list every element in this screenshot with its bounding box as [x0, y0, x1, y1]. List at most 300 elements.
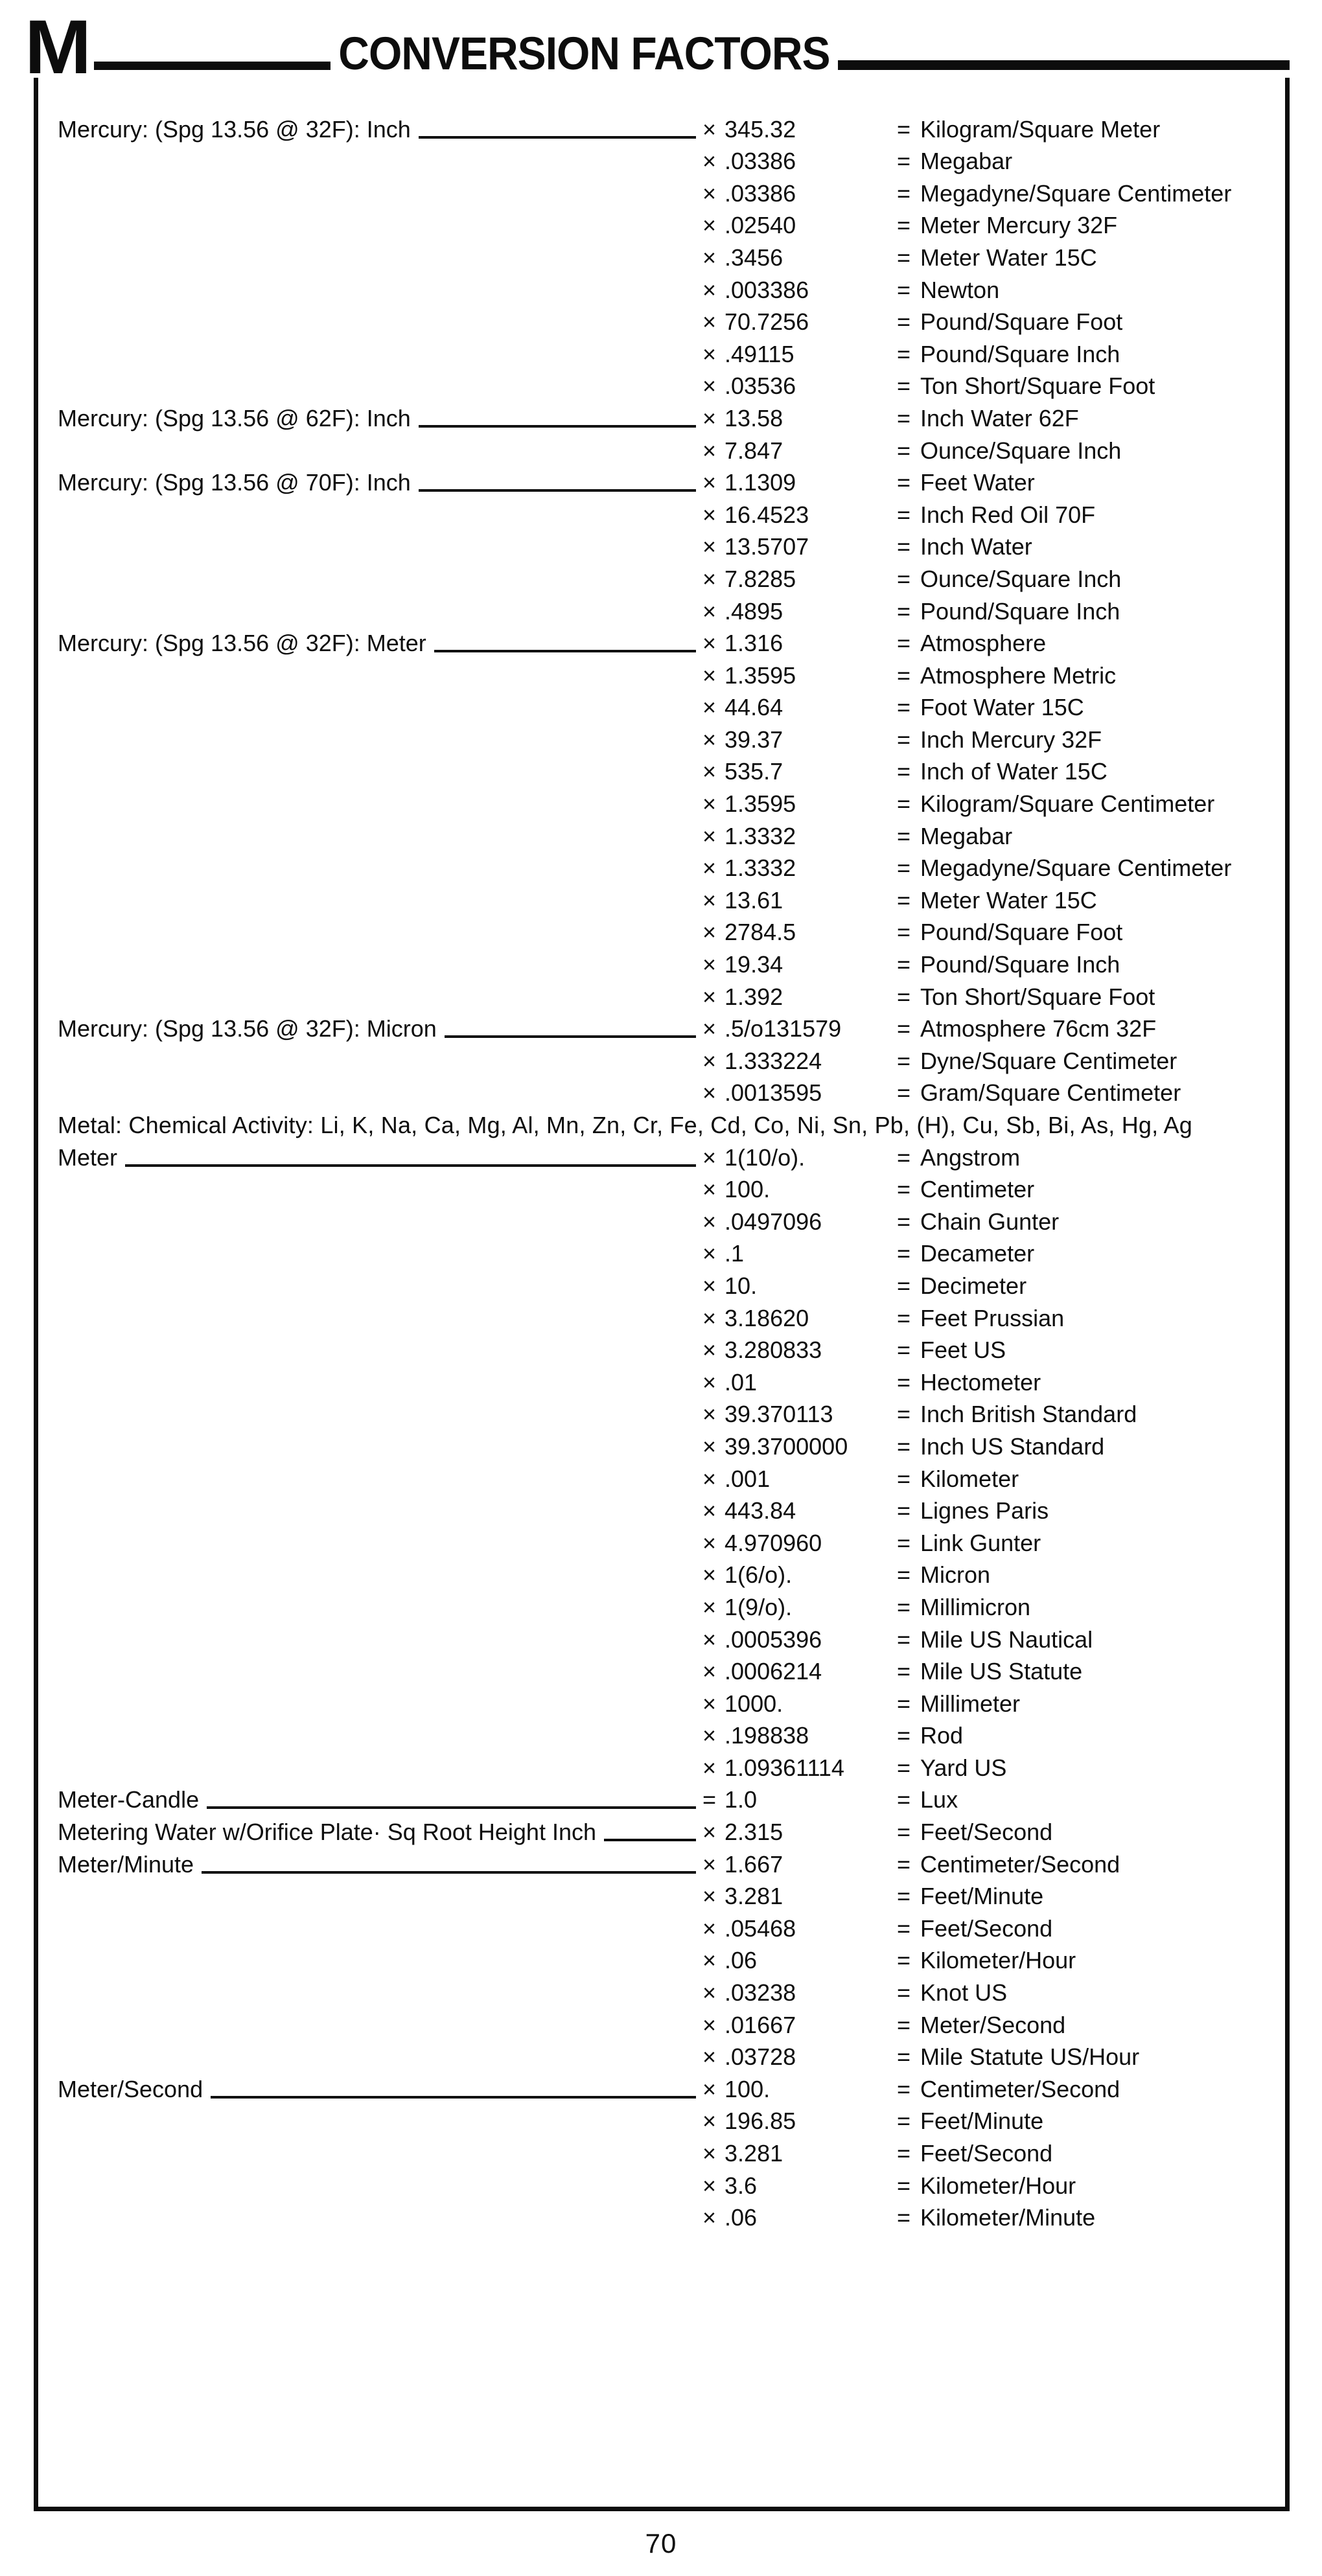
unit-name: Megadyne/Square Centimeter: [920, 179, 1232, 207]
unit-name: Link Gunter: [920, 1529, 1041, 1556]
equals-sign: =: [897, 1465, 911, 1492]
conversion-unit-cell: [897, 1946, 1275, 1975]
conversion-unit-cell: [897, 629, 1275, 658]
conversion-row: [58, 1397, 1275, 1429]
multiply-sign: ×: [702, 822, 717, 849]
multiply-sign: ×: [702, 1658, 717, 1685]
multiply-sign: ×: [702, 404, 717, 431]
multiply-sign: ×: [702, 1819, 717, 1846]
unit-name: Feet Prussian: [920, 1304, 1065, 1331]
conversion-factor-cell: [702, 661, 897, 690]
unit-name: Inch of Water 15C: [920, 758, 1107, 785]
multiply-sign: ×: [702, 694, 717, 721]
multiply-sign: ×: [702, 919, 717, 946]
unit-name: Pound/Square Foot: [920, 308, 1123, 336]
unit-name: Feet/Second: [920, 1819, 1053, 1846]
multiply-sign: ×: [702, 758, 717, 785]
conversion-unit-cell: [897, 115, 1275, 144]
conversion-factor-cell: [702, 693, 897, 722]
unit-name: Pound/Square Inch: [920, 951, 1120, 978]
unit-name: Micron: [920, 1561, 991, 1589]
conversion-row: [58, 658, 1275, 690]
unit-name: Millimicron: [920, 1593, 1031, 1620]
factor-value: 1.3595: [725, 790, 796, 818]
conversion-unit-cell: [897, 244, 1275, 272]
leader-line: [125, 1164, 696, 1167]
conversion-row: [58, 1686, 1275, 1718]
conversion-label: Meter/Second: [58, 2075, 203, 2102]
factor-value: 7.847: [725, 437, 783, 464]
multiply-sign: ×: [702, 2172, 717, 2199]
conversion-label-cell: [58, 1818, 702, 1846]
conversion-row: [58, 305, 1275, 337]
conversion-row: [58, 1268, 1275, 1300]
conversion-unit-cell: [897, 211, 1275, 240]
conversion-factor-cell: [702, 918, 897, 947]
factor-value: 19.34: [725, 951, 783, 978]
conversion-unit-cell: [897, 1336, 1275, 1364]
equals-sign: =: [897, 1690, 911, 1717]
conversion-row: [58, 915, 1275, 947]
conversion-unit-cell: [897, 1915, 1275, 1943]
unit-name: Inch Mercury 32F: [920, 726, 1102, 753]
multiply-sign: ×: [702, 1883, 717, 1910]
conversion-factor-cell: [702, 1304, 897, 1333]
conversion-row: [58, 1846, 1275, 1879]
factor-value: 1.333224: [725, 1047, 822, 1074]
unit-name: Megabar: [920, 822, 1013, 849]
factor-value: 1000.: [725, 1690, 783, 1717]
conversion-factor-cell: [702, 822, 897, 851]
conversion-label-cell: [58, 1850, 702, 1879]
conversion-unit-cell: [897, 1497, 1275, 1525]
conversion-factor-cell: [702, 2139, 897, 2168]
conversion-row: [58, 722, 1275, 754]
equals-sign: =: [897, 1272, 911, 1299]
unit-name: Newton: [920, 276, 1000, 303]
conversion-row: [58, 1172, 1275, 1204]
multiply-sign: ×: [702, 855, 717, 882]
unit-name: Centimeter/Second: [920, 1850, 1120, 1878]
page-title: CONVERSION FACTORS: [338, 27, 830, 80]
conversion-unit-cell: [897, 1690, 1275, 1718]
unit-name: Meter Water 15C: [920, 244, 1097, 271]
multiply-sign: ×: [702, 1208, 717, 1235]
equals-sign: =: [897, 1368, 911, 1396]
equals-sign: =: [897, 630, 911, 657]
unit-name: Decameter: [920, 1240, 1035, 1267]
conversion-factor-cell: [702, 597, 897, 626]
conversion-unit-cell: [897, 726, 1275, 754]
equals-sign: =: [897, 758, 911, 785]
conversion-row: [58, 2007, 1275, 2040]
multiply-sign: ×: [702, 1015, 717, 1042]
multiply-sign: ×: [702, 661, 717, 689]
factor-value: 196.85: [725, 2108, 796, 2135]
conversion-factor-cell: [702, 1079, 897, 1107]
equals-sign: =: [897, 533, 911, 560]
multiply-sign: ×: [702, 790, 717, 818]
factor-value: 1.316: [725, 630, 783, 657]
conversion-unit-cell: [897, 1657, 1275, 1686]
multiply-sign: ×: [702, 1047, 717, 1074]
unit-name: Pound/Square Foot: [920, 919, 1123, 946]
factor-value: 3.281: [725, 1883, 783, 1910]
conversion-row: [58, 561, 1275, 593]
equals-sign: =: [897, 1401, 911, 1428]
equals-sign: =: [897, 951, 911, 978]
equals-sign: =: [897, 1786, 911, 1813]
multiply-sign: ×: [702, 2204, 717, 2231]
conversion-row: [58, 1429, 1275, 1461]
conversion-unit-cell: [897, 2139, 1275, 2168]
conversion-unit-cell: [897, 790, 1275, 818]
multiply-sign: ×: [702, 1272, 717, 1299]
unit-name: Centimeter: [920, 1176, 1035, 1203]
multiply-sign: ×: [702, 2043, 717, 2071]
conversion-row: [58, 144, 1275, 176]
unit-name: Feet/Minute: [920, 2108, 1044, 2135]
conversion-label: Meter-Candle: [58, 1786, 200, 1813]
factor-value: .03536: [725, 373, 796, 400]
equals-sign: =: [897, 1240, 911, 1267]
equals-sign: =: [897, 1626, 911, 1653]
unit-name: Kilometer/Minute: [920, 2204, 1096, 2231]
conversion-label-cell: [58, 1786, 702, 1814]
equals-sign: =: [897, 2204, 911, 2231]
conversion-label-cell: [58, 115, 702, 144]
conversion-unit-cell: [897, 950, 1275, 979]
conversion-factor-cell: [702, 1336, 897, 1364]
unit-name: Atmosphere: [920, 630, 1047, 657]
factor-value: .198838: [725, 1722, 809, 1749]
factor-value: 100.: [725, 2075, 771, 2102]
conversion-unit-cell: [897, 1239, 1275, 1268]
conversion-row: [58, 433, 1275, 465]
equals-sign: =: [897, 148, 911, 175]
conversion-unit-cell: [897, 822, 1275, 851]
equals-sign: =: [897, 437, 911, 464]
conversion-label: Mercury: (Spg 13.56 @ 32F): Micron: [58, 1015, 437, 1042]
factor-value: .01: [725, 1368, 758, 1396]
conversion-label-cell: [58, 404, 702, 433]
leader-line: [604, 1839, 696, 1841]
conversion-factor-cell: [702, 2043, 897, 2071]
multiply-sign: ×: [702, 1176, 717, 1203]
conversion-factor-cell: [702, 1465, 897, 1493]
conversion-unit-cell: [897, 437, 1275, 465]
equals-sign: =: [897, 2108, 911, 2135]
multiply-sign: ×: [702, 2011, 717, 2038]
conversion-unit-cell: [897, 661, 1275, 690]
conversion-row: [58, 626, 1275, 658]
unit-name: Inch Water: [920, 533, 1032, 560]
conversion-factor-cell: [702, 1432, 897, 1461]
conversion-unit-cell: [897, 1208, 1275, 1236]
conversion-row: [58, 1075, 1275, 1108]
conversion-factor-cell: [702, 1529, 897, 1558]
conversion-factor-cell: [702, 790, 897, 818]
equals-sign: =: [897, 886, 911, 914]
conversion-row: [58, 1911, 1275, 1943]
multiply-sign: ×: [702, 1240, 717, 1267]
conversion-row: [58, 1333, 1275, 1365]
conversion-unit-cell: [897, 501, 1275, 529]
factor-value: 1.0: [725, 1786, 758, 1813]
factor-value: 345.32: [725, 115, 796, 143]
conversion-factor-cell: [702, 1561, 897, 1589]
conversion-factor-cell: [702, 308, 897, 336]
equals-sign: =: [897, 1529, 911, 1556]
conversion-row: [58, 593, 1275, 626]
unit-name: Lignes Paris: [920, 1497, 1049, 1524]
factor-value: 535.7: [725, 758, 783, 785]
factor-value: 1.3332: [725, 855, 796, 882]
multiply-sign: ×: [702, 1690, 717, 1717]
conversion-factor-cell: [702, 1946, 897, 1975]
conversion-factor-cell: [702, 533, 897, 561]
factor-value: .0005396: [725, 1626, 822, 1653]
conversion-unit-cell: [897, 693, 1275, 722]
multiply-sign: ×: [702, 1432, 717, 1460]
conversion-row: [58, 1011, 1275, 1044]
page-number: 70: [645, 2528, 677, 2559]
multiply-sign: ×: [702, 2075, 717, 2102]
conversion-factor-cell: [702, 1626, 897, 1654]
conversion-factor-cell: [702, 1144, 897, 1172]
conversion-factor-cell: [702, 565, 897, 593]
leader-line: [202, 1871, 696, 1874]
conversion-row: [58, 1782, 1275, 1815]
equals-sign: =: [897, 373, 911, 400]
conversion-row: [58, 2168, 1275, 2200]
conversion-label-cell: [58, 1111, 1275, 1140]
factor-value: 4.970960: [725, 1529, 822, 1556]
conversion-label: Mercury: (Spg 13.56 @ 70F): Inch: [58, 469, 411, 496]
conversion-row: [58, 1814, 1275, 1846]
conversion-factor-cell: [702, 629, 897, 658]
multiply-sign: ×: [702, 983, 717, 1010]
factor-value: 1.3332: [725, 822, 796, 849]
conversion-unit-cell: [897, 147, 1275, 176]
leader-line: [434, 650, 696, 652]
conversion-factor-cell: [702, 1368, 897, 1397]
conversion-label-cell: [58, 1144, 702, 1172]
header-rule-left: [94, 62, 330, 70]
equals-sign: =: [897, 790, 911, 818]
equals-sign: =: [897, 597, 911, 625]
unit-name: Feet/Second: [920, 2140, 1053, 2167]
factor-value: 1.09361114: [725, 1754, 844, 1781]
equals-sign: =: [897, 983, 911, 1010]
conversion-unit-cell: [897, 1593, 1275, 1622]
conversion-factor-cell: [702, 1882, 897, 1911]
factor-value: .03728: [725, 2043, 796, 2071]
conversion-unit-cell: [897, 854, 1275, 882]
conversion-row: [58, 465, 1275, 498]
multiply-sign: ×: [702, 148, 717, 175]
unit-name: Millimeter: [920, 1690, 1021, 1717]
multiply-sign: ×: [702, 1337, 717, 1364]
multiply-sign: ×: [702, 1561, 717, 1589]
factor-value: .02540: [725, 212, 796, 239]
factor-value: 39.3700000: [725, 1432, 848, 1460]
conversion-unit-cell: [897, 1850, 1275, 1879]
leader-line: [207, 1806, 696, 1809]
unit-name: Ton Short/Square Foot: [920, 983, 1155, 1010]
unit-name: Megadyne/Square Centimeter: [920, 855, 1232, 882]
equals-sign: =: [897, 855, 911, 882]
leader-line: [419, 489, 696, 492]
conversion-unit-cell: [897, 1015, 1275, 1043]
conversion-unit-cell: [897, 2107, 1275, 2135]
multiply-sign: ×: [702, 1754, 717, 1781]
factor-value: 2784.5: [725, 919, 796, 946]
conversion-unit-cell: [897, 918, 1275, 947]
conversion-factor-cell: [702, 1690, 897, 1718]
conversion-row: [58, 176, 1275, 208]
multiply-sign: ×: [702, 597, 717, 625]
conversion-row: [58, 1300, 1275, 1333]
conversion-factor-cell: [702, 1979, 897, 2007]
conversion-unit-cell: [897, 1979, 1275, 2007]
equals-sign: =: [897, 1432, 911, 1460]
conversion-factor-cell: [702, 1497, 897, 1525]
unit-name: Inch British Standard: [920, 1401, 1137, 1428]
unit-name: Hectometer: [920, 1368, 1041, 1396]
unit-name: Rod: [920, 1722, 964, 1749]
conversion-unit-cell: [897, 1432, 1275, 1461]
conversion-row: [58, 1043, 1275, 1075]
factor-value: 1(9/o).: [725, 1593, 793, 1620]
unit-name: Atmosphere 76cm 32F: [920, 1015, 1157, 1042]
factor-value: 3.18620: [725, 1304, 809, 1331]
header-rule-right: [838, 60, 1290, 70]
factor-value: .06: [725, 1947, 758, 1974]
factor-value: .5/o131579: [725, 1015, 842, 1042]
conversion-row: [58, 529, 1275, 562]
conversion-unit-cell: [897, 1144, 1275, 1172]
factor-value: 7.8285: [725, 565, 796, 592]
multiply-sign: ×: [702, 179, 717, 207]
conversion-unit-cell: [897, 1754, 1275, 1782]
conversion-factor-cell: [702, 437, 897, 465]
conversion-unit-cell: [897, 1626, 1275, 1654]
conversion-unit-cell: [897, 1304, 1275, 1333]
conversion-unit-cell: [897, 565, 1275, 593]
conversion-row: [58, 1525, 1275, 1558]
equals-sign: =: [897, 244, 911, 271]
leader-line: [445, 1035, 696, 1038]
conversion-row: [58, 1654, 1275, 1686]
multiply-sign: ×: [702, 437, 717, 464]
conversion-factor-cell: [702, 1272, 897, 1300]
conversion-factor-cell: [702, 1400, 897, 1429]
equals-sign: =: [897, 1144, 911, 1171]
unit-name: Kilometer: [920, 1465, 1019, 1492]
conversion-factor-cell: [702, 854, 897, 882]
factor-value: 100.: [725, 1176, 771, 1203]
multiply-sign: ×: [702, 1915, 717, 1942]
conversion-factor-cell: [702, 115, 897, 144]
multiply-sign: ×: [702, 501, 717, 528]
equals-sign: =: [897, 1915, 911, 1942]
section-letter: M: [25, 4, 88, 90]
leader-line: [419, 136, 696, 139]
conversion-row: [58, 1943, 1275, 1975]
conversion-factor-cell: [702, 726, 897, 754]
unit-name: Centimeter/Second: [920, 2075, 1120, 2102]
conversion-unit-cell: [897, 372, 1275, 400]
conversion-row: [58, 690, 1275, 722]
conversion-unit-cell: [897, 886, 1275, 915]
equals-sign: =: [897, 1208, 911, 1235]
conversion-factor-cell: [702, 2203, 897, 2232]
conversion-unit-cell: [897, 1400, 1275, 1429]
conversion-row: [58, 754, 1275, 787]
conversion-label: Mercury: (Spg 13.56 @ 32F): Inch: [58, 115, 411, 143]
conversion-unit-cell: [897, 468, 1275, 497]
equals-sign: =: [897, 1658, 911, 1685]
factor-value: 1(6/o).: [725, 1561, 793, 1589]
conversion-factor-cell: [702, 244, 897, 272]
factor-value: .03386: [725, 179, 796, 207]
conversion-row: [58, 2071, 1275, 2104]
multiply-sign: ×: [702, 1593, 717, 1620]
factor-value: 3.280833: [725, 1337, 822, 1364]
conversion-unit-cell: [897, 2043, 1275, 2071]
factor-value: 13.61: [725, 886, 783, 914]
conversion-row: [58, 1622, 1275, 1654]
equals-sign: =: [897, 2140, 911, 2167]
unit-name: Inch Red Oil 70F: [920, 501, 1096, 528]
conversion-unit-cell: [897, 308, 1275, 336]
unit-name: Knot US: [920, 1979, 1008, 2007]
multiply-sign: ×: [702, 951, 717, 978]
multiply-sign: ×: [702, 2108, 717, 2135]
conversion-row: [58, 1975, 1275, 2007]
conversion-unit-cell: [897, 1368, 1275, 1397]
factor-value: .003386: [725, 276, 809, 303]
conversion-factor-cell: [702, 2075, 897, 2104]
multiply-sign: ×: [702, 886, 717, 914]
conversion-unit-cell: [897, 179, 1275, 208]
conversion-row: [58, 1140, 1275, 1172]
multiply-sign: ×: [702, 340, 717, 367]
conversion-row: [58, 786, 1275, 818]
unit-name: Mile US Statute: [920, 1658, 1083, 1685]
conversion-row: [58, 1107, 1275, 1140]
factor-value: .06: [725, 2204, 758, 2231]
factor-value: .001: [725, 1465, 771, 1492]
page-footer: [0, 2528, 1322, 2559]
conversion-factor-cell: [702, 1015, 897, 1043]
conversion-factor-cell: [702, 1208, 897, 1236]
conversion-factor-cell: [702, 404, 897, 433]
multiply-sign: ×: [702, 308, 717, 336]
unit-name: Kilogram/Square Meter: [920, 115, 1161, 143]
equals-sign: =: [897, 2043, 911, 2071]
conversion-factor-cell: [702, 1657, 897, 1686]
conversion-row: [58, 1461, 1275, 1493]
equals-sign: =: [897, 1883, 911, 1910]
equals-sign: =: [897, 1819, 911, 1846]
conversion-factor-cell: [702, 1047, 897, 1075]
unit-name: Mile US Nautical: [920, 1626, 1093, 1653]
unit-name: Inch US Standard: [920, 1432, 1105, 1460]
equals-sign: =: [897, 565, 911, 592]
conversion-label-cell: [58, 629, 702, 658]
